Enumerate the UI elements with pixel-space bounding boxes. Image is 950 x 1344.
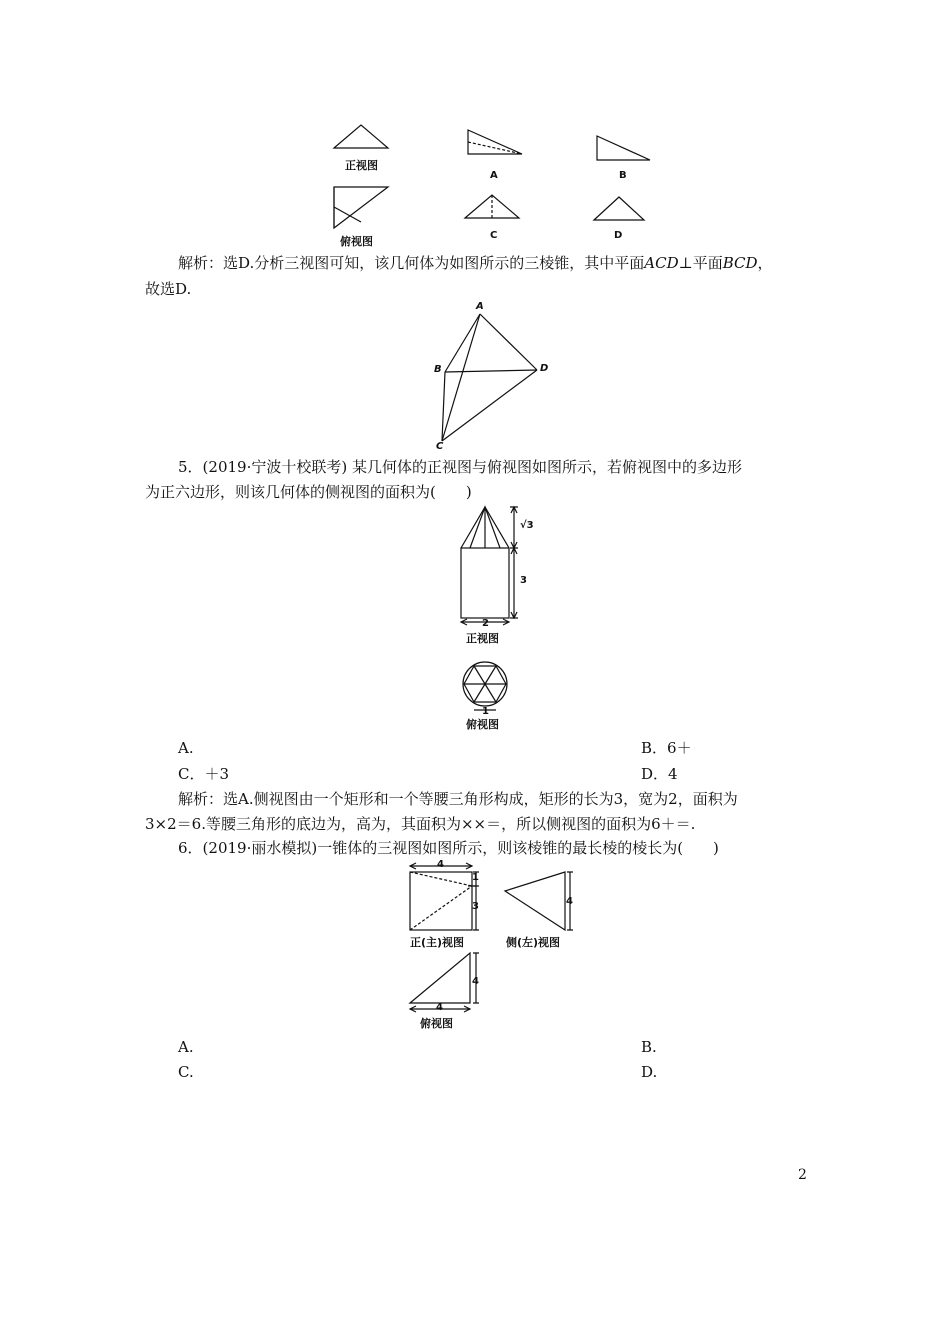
q4-top-view-label: 俯视图 [340,235,373,248]
plane-acd: ACD [644,254,679,272]
q4-front-view-label: 正视图 [345,159,378,172]
q4-option-a-label: A [490,170,498,181]
q6-stem: 6．(2019·丽水模拟)一锥体的三视图如图所示，则该棱锥的最长棱的棱长为( ) [178,839,719,857]
q4-option-d-label: D [614,230,623,241]
vertex-d-label: D [540,363,549,374]
q4-solution-text-a: 解析：选D.分析三视图可知，该几何体为如图所示的三棱锥，其中平面 [178,254,645,272]
q6-front-view-label: 正(主)视图 [410,936,465,949]
q6-dim-1: 1 [472,872,479,883]
q6-top-view-label: 俯视图 [420,1017,453,1030]
q6-top-view-triangle [410,953,470,1003]
q5-solution-line1: 解析：选A.侧视图由一个矩形和一个等腰三角形构成，矩形的长为3，宽为2，面积为 [178,790,738,808]
q5-top-view-label: 俯视图 [466,718,499,731]
vertex-b-label: B [434,364,442,375]
q6-side-view-label: 侧(左)视图 [506,936,561,949]
q5-option-d: D．4 [641,765,678,783]
q4-solution-text-c: ， [757,254,773,272]
q5-stem-line1: 5．(2019·宁波十校联考) 某几何体的正视图与俯视图如图所示，若俯视图中的多边形 [178,458,742,476]
q4-solution-text-b: ⊥平面 [678,254,723,272]
q6-option-a: A. [178,1038,194,1056]
q6-dim-3: 3 [472,901,479,912]
q5-solution-line2: 3×2＝6.等腰三角形的底边为，高为，其面积为××＝，所以侧视图的面积为6＋＝. [145,815,696,833]
q4-option-c-label: C [490,230,498,241]
q5-dim-sqrt3: √3 [520,520,534,531]
vertex-a-label: A [476,301,484,312]
q6-dim-top-4: 4 [437,859,444,870]
plane-bcd: BCD [722,254,758,272]
page-number: 2 [798,1167,807,1183]
q6-option-b: B. [641,1038,657,1056]
q5-option-a: A. [178,739,194,757]
q5-stem-line2: 为正六边形，则该几何体的侧视图的面积为( ) [145,483,472,501]
q5-dim-3: 3 [520,575,527,586]
q6-option-c: C. [178,1063,194,1081]
q4-solution-line2: 故选D. [145,280,192,298]
q6-dim-bottom-4: 4 [436,1002,443,1013]
q6-option-d: D. [641,1063,658,1081]
q6-dim-top-view-4: 4 [472,976,479,987]
q6-front-view-square [410,872,472,930]
q5-option-c: C．＋3 [178,765,230,783]
q5-dim-2: 2 [482,618,489,629]
q6-side-view-triangle [505,872,565,930]
vertex-c-label: C [436,441,444,452]
q5-front-view-label: 正视图 [466,632,499,645]
q4-option-b-label: B [619,170,627,181]
q5-dim-1: 1 [482,706,489,717]
q5-option-b: B．6＋ [641,739,692,757]
q6-dim-side-4: 4 [566,896,573,907]
